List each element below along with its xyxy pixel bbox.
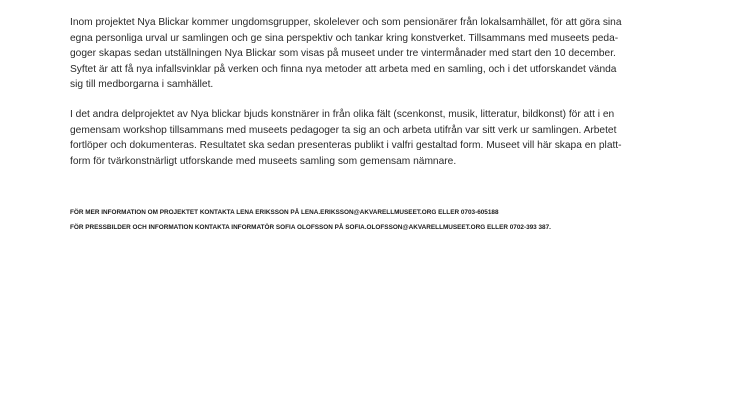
paragraph-line: goger skapas sedan utställningen Nya Blickar som visas på museet under tre vintermånader med start den 10 december. xyxy=(70,48,616,60)
paragraph-project-intro xyxy=(70,15,690,93)
paragraph-line: I det andra delprojektet av Nya blickar bjuds konstnärer in från olika fält (scenkonst, musik, litteratur, bildkonst) för att i en xyxy=(70,109,615,120)
paragraph-line: Syftet är att få nya infallsvinklar på verken och finna nya metoder att arbeta med en samling, och i det utforskandet vända xyxy=(70,63,617,75)
contact-info-project: FÖR MER INFORMATION OM PROJEKTET KONTAKTA LENA ERIKSSON PÅ LENA.ERIKSSON@AKVARELLMUSEET.ORG ELLER 0703-605188 xyxy=(70,209,499,216)
paragraph-line: sig till medborgarna i samhället. xyxy=(70,79,214,91)
paragraph-line: egna personliga urval ur samlingen och ge sina perspektiv och tankar kring konstverket. Tillsammans med museets peda- xyxy=(70,32,619,44)
paragraph-second-subproject xyxy=(70,107,690,169)
contact-info-press: FÖR PRESSBILDER OCH INFORMATION KONTAKTA INFORMATÖR SOFIA OLOFSSON PÅ SOFIA.OLOFSSON@AKVARELLMUSEET.ORG ELLER 0702-393 387. xyxy=(70,224,551,231)
paragraph-line: gemensam workshop tillsammans med museets pedagoger ta sig an och arbeta utifrån var sitt verk ur samlingen. Arbetet xyxy=(70,124,617,136)
paragraph-line: Inom projektet Nya Blickar kommer ungdomsgrupper, skolelever och som pensionärer från lokalsamhället, för att göra sina xyxy=(70,17,622,28)
paragraph-line: form för tvärkonstnärligt utforskande med museets samling som gemensam nämnare. xyxy=(70,155,457,167)
paragraph-line: fortlöper och dokumenteras. Resultatet ska sedan presenteras publikt i valfri gestaltad form. Museet vill här skapa en platt- xyxy=(70,140,622,152)
